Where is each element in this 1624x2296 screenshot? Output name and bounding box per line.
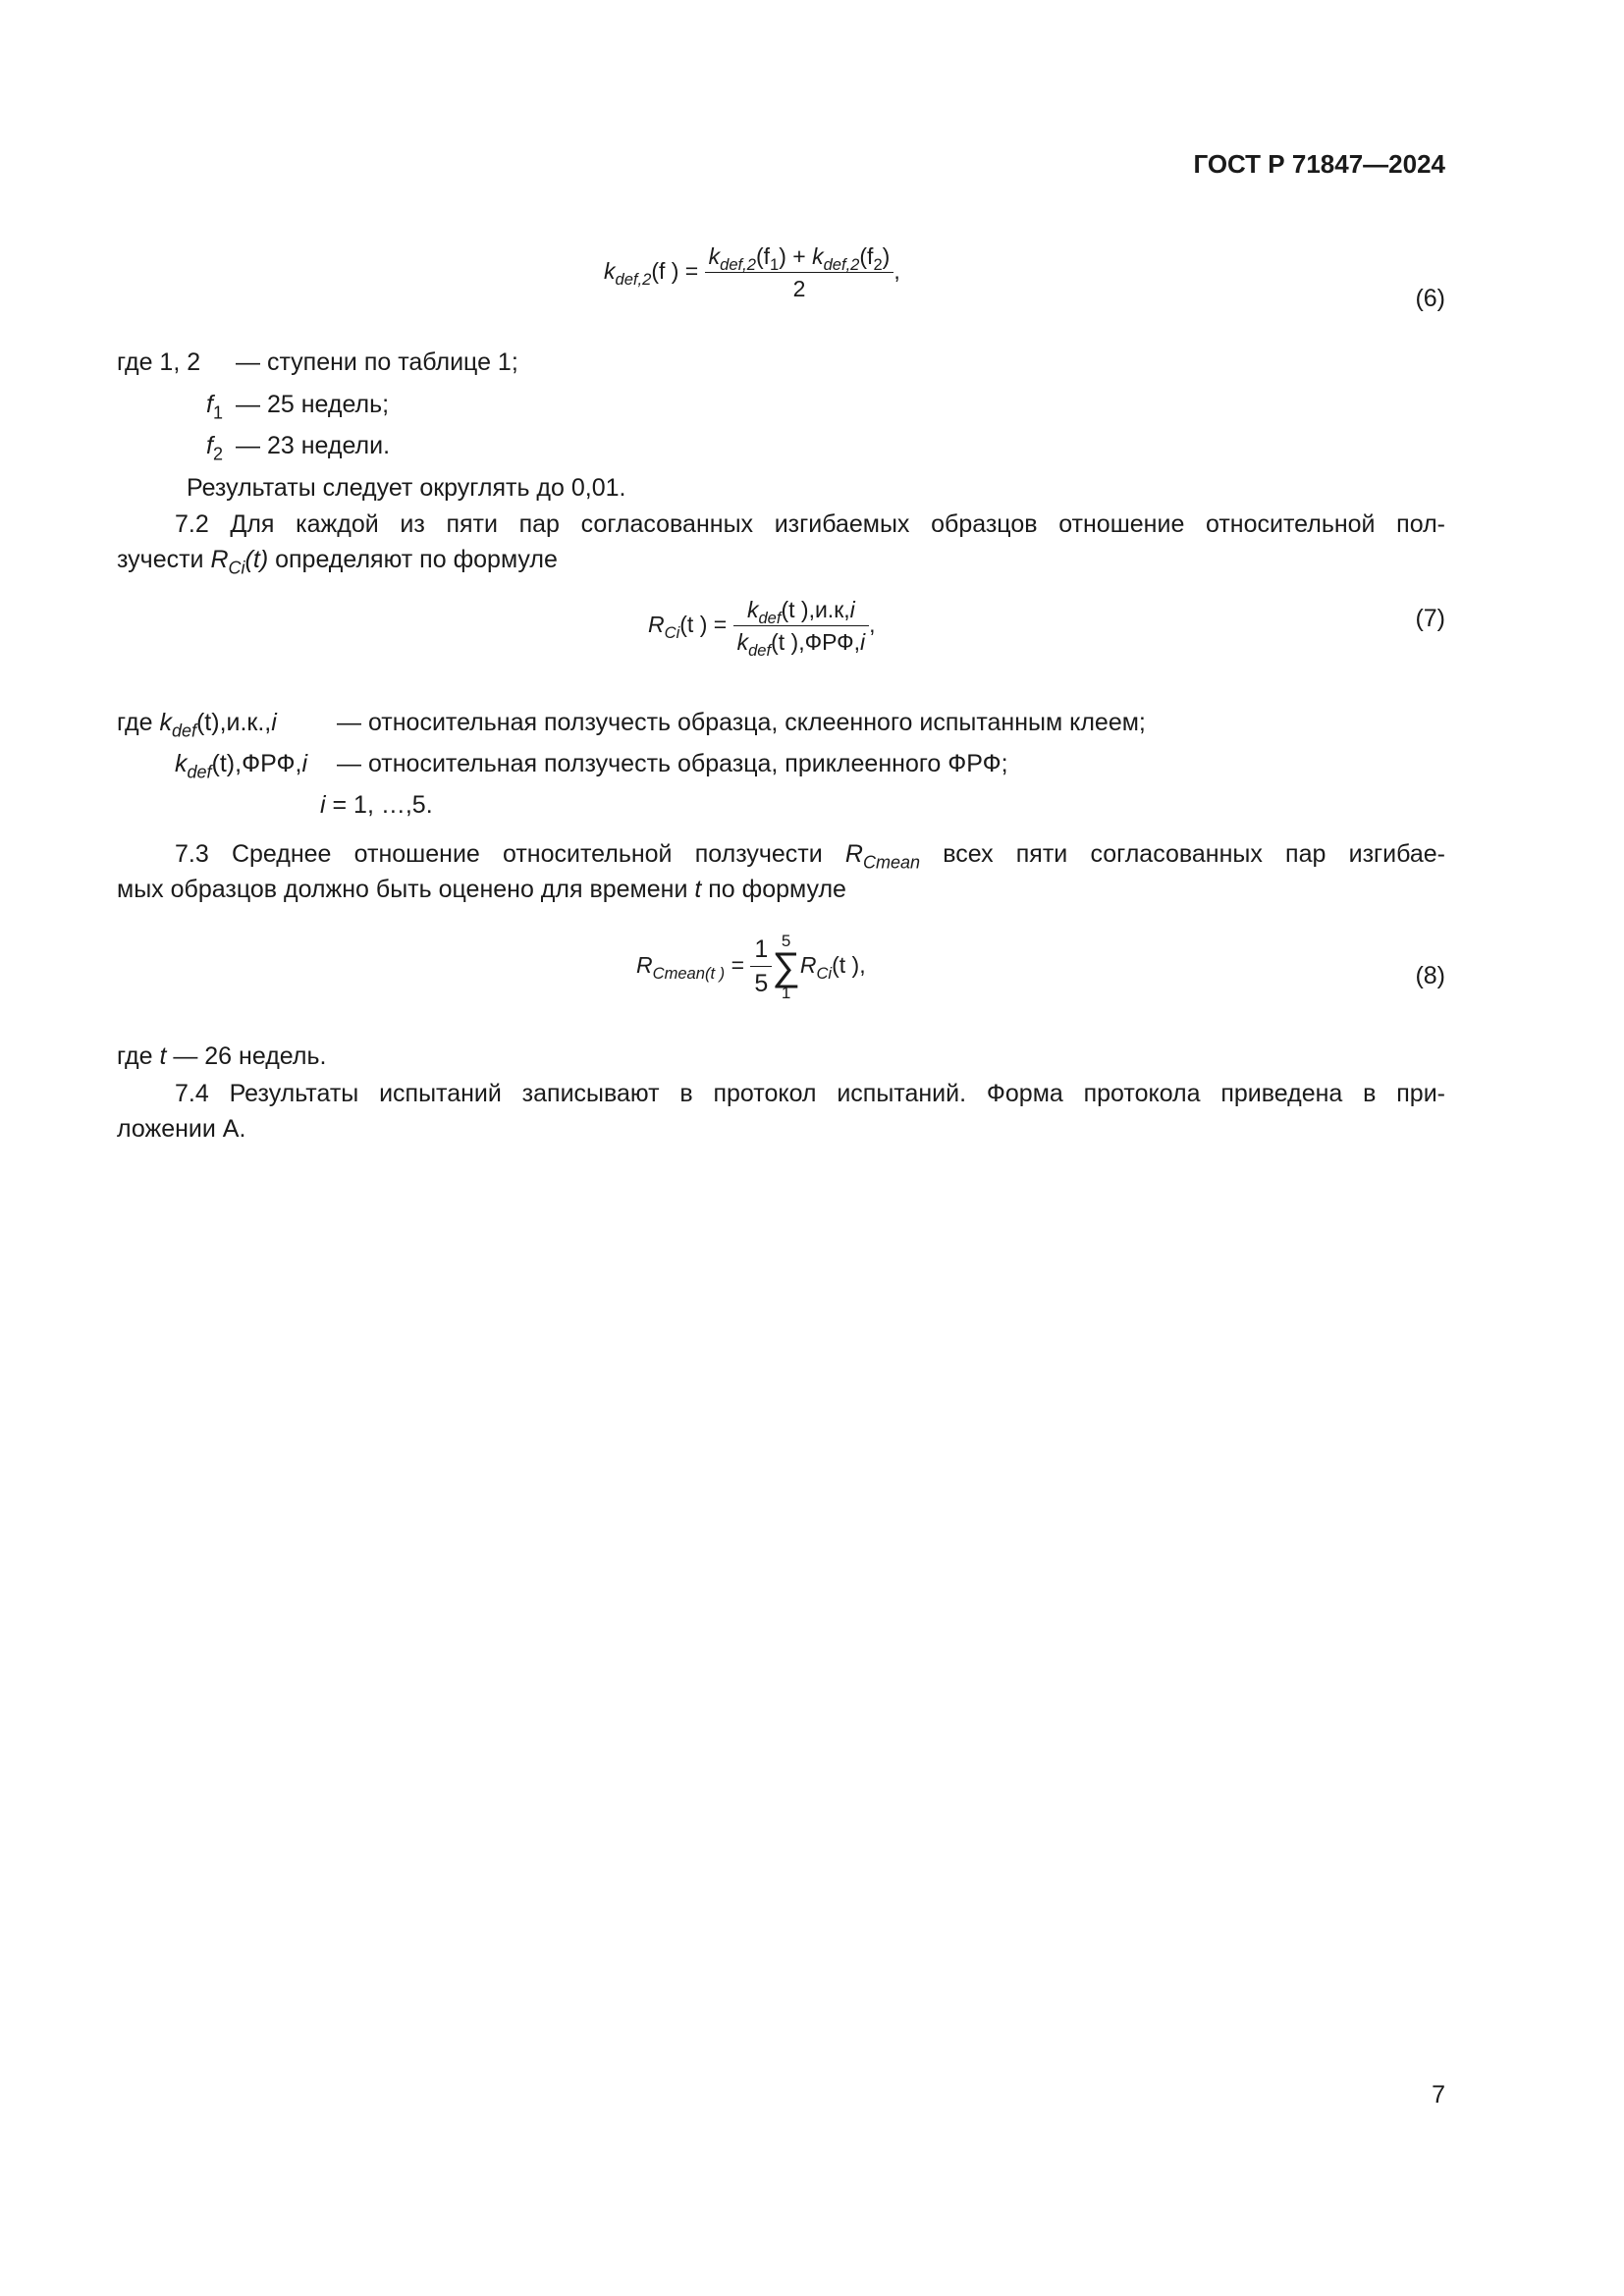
where7-line1 (117, 709, 277, 741)
p72-line1: 7.2 Для каждой из пяти пар согласованных изгибаемых образцов отношение относительной пол- (175, 510, 1445, 538)
eq6-numerator (705, 243, 894, 273)
where7-k2-symbol: k (175, 750, 188, 777)
sum-icon (772, 933, 800, 1001)
eq8-fraction (750, 935, 772, 998)
p74-line2: ложении А. (117, 1115, 246, 1143)
eq7-den-i: i (860, 629, 866, 655)
eq6-num-sym1: k (708, 243, 721, 269)
eq7-denominator (733, 626, 870, 660)
where7-k2-arg: (t),ФРФ, (211, 750, 302, 777)
where7-k-i: i (271, 709, 277, 736)
document-id: ГОСТ Р 71847—2024 (1193, 149, 1445, 179)
where7-line2-text: — относительная ползучесть образца, приклеенного ФРФ; (337, 750, 1008, 777)
equation-8-number: (8) (1415, 962, 1445, 989)
p73-text-d: по формуле (701, 876, 846, 903)
p73-text-c: мых образцов должно быть оценено для времени (117, 876, 695, 903)
p73-text-b: всех пяти согласованных пар изгибае- (920, 840, 1445, 868)
where6-line1-prefix: где 1, 2 (117, 348, 201, 376)
eq7-fraction (733, 597, 870, 660)
p73-t-symbol: t (694, 876, 702, 903)
eq6-num-arg1: (f (755, 243, 770, 269)
eq7-den-rest: (t ),ФРФ, (771, 629, 861, 655)
eq6-denominator: 2 (792, 276, 806, 301)
p73-line1 (175, 840, 1445, 873)
page-number: 7 (1432, 2081, 1445, 2109)
equation-6-number: (6) (1415, 285, 1445, 312)
p74-line1: 7.4 Результаты испытаний записывают в протокол испытаний. Форма протокола приведена в при- (175, 1080, 1445, 1107)
where7-k-symbol: k (159, 709, 172, 736)
eq8-sum-bottom: 1 (781, 984, 791, 1002)
p72-text-b: зучести (117, 546, 211, 573)
p72-r-sub: Ci (228, 558, 245, 578)
p73-r-sub: Cmean (862, 852, 921, 873)
eq7-num-rest: (t ),и.к, (781, 597, 850, 622)
where6-line2-text: — 25 недель; (236, 391, 390, 418)
p72-line2 (117, 546, 558, 578)
where6-f2-symbol: f (206, 432, 213, 459)
equation-7 (648, 597, 876, 660)
eq7-lhs-symbol: R (648, 612, 665, 638)
eq7-den-sym: k (736, 629, 749, 655)
eq7-tail: , (869, 612, 876, 638)
where6-line1 (117, 348, 200, 377)
where7-k2-i: i (301, 750, 307, 777)
eq7-num-i: i (849, 597, 855, 622)
equation-8 (636, 933, 866, 1001)
eq8-rhs-arg: (t ), (832, 952, 866, 979)
where7-i-range: = 1, …,5. (325, 791, 433, 819)
eq6-num-argsub2: 2 (873, 254, 883, 274)
eq6-num-argsub1: 1 (770, 254, 780, 274)
eq8-lhs-symbol: R (636, 952, 653, 979)
where6-f-symbol: f (206, 391, 213, 418)
where6-line2-sym (206, 391, 223, 423)
where7-i-symbol: i (320, 791, 326, 819)
eq7-num-sub: def (758, 608, 782, 627)
where7-line2 (175, 750, 307, 782)
eq8-sum-sigma: ∑ (772, 945, 800, 988)
eq6-fraction (705, 243, 894, 302)
where7-k-arg: (t),и.к., (195, 709, 272, 736)
p72-r-symbol: R (210, 546, 229, 573)
eq6-num-sub1: def,2 (720, 254, 756, 274)
eq6-lhs-arg: (f ) = (651, 258, 699, 285)
where6-line1-text: — ступени по таблице 1; (236, 348, 518, 376)
where7-line3 (320, 791, 433, 820)
eq8-lhs-sub: Cmean(t ) (652, 963, 726, 983)
eq6-num-sym2: k (812, 243, 824, 269)
where8-line (117, 1042, 326, 1071)
where7-k-sub: def (171, 721, 196, 741)
p72-text-c: определяют по формуле (268, 546, 558, 573)
equation-6 (604, 243, 900, 302)
eq6-num-close1: ) + (779, 243, 806, 269)
where7-prefix: где (117, 709, 160, 736)
equation-7-number: (7) (1415, 605, 1445, 632)
eq6-num-close2: ) (882, 243, 891, 269)
eq6-lhs-symbol: k (604, 258, 616, 285)
eq6-num-arg2: (f (859, 243, 874, 269)
eq7-lhs-sub: Ci (664, 622, 680, 642)
where8-prefix: где (117, 1042, 160, 1070)
where6-line3-text: — 23 недели. (236, 432, 391, 459)
where8-t-symbol: t (159, 1042, 167, 1070)
eq7-den-sub: def (748, 640, 772, 660)
where7-k2-sub: def (187, 762, 212, 782)
where6-line3-sym (206, 432, 223, 464)
eq7-lhs-arg: (t ) = (679, 612, 728, 638)
p73-text-a: 7.3 Среднее отношение относительной ползучести (175, 840, 845, 868)
where6-f-sub: 1 (212, 402, 223, 423)
p72-r-arg: (t) (244, 546, 269, 573)
where8-text: — 26 недель. (166, 1042, 327, 1070)
eq8-rhs-sub: Ci (816, 963, 833, 983)
rounding-note: Результаты следует округлять до 0,01. (187, 474, 626, 502)
p73-r-symbol: R (844, 840, 863, 868)
eq8-frac-num: 1 (750, 935, 772, 967)
eq6-tail: , (893, 258, 900, 285)
eq7-numerator (733, 597, 870, 626)
eq8-rhs-symbol: R (799, 952, 817, 979)
eq6-lhs-sub: def,2 (615, 269, 652, 289)
eq8-sum-top: 5 (781, 932, 791, 950)
eq8-equals: = (731, 952, 745, 979)
p73-line2 (117, 876, 846, 904)
where6-f2-sub: 2 (212, 444, 223, 464)
where7-line1-text: — относительная ползучесть образца, склеенного испытанным клеем; (337, 709, 1146, 736)
eq6-num-sub2: def,2 (823, 254, 860, 274)
eq7-num-sym: k (746, 597, 759, 622)
eq8-frac-den: 5 (754, 970, 769, 997)
